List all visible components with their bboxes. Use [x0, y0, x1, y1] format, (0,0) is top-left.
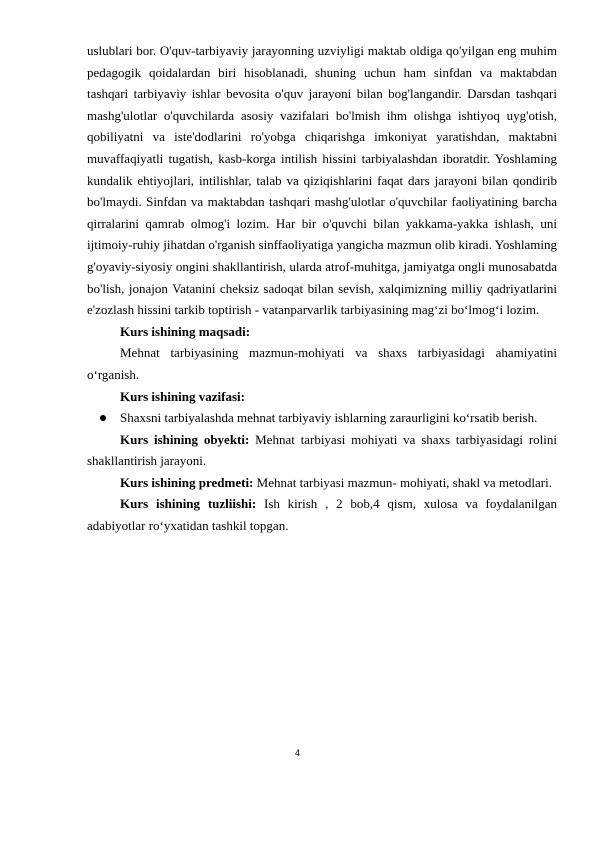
structure-paragraph: [87, 493, 557, 536]
object-paragraph: [87, 429, 557, 472]
task-item-text: Shaxsni tarbiyalashda mehnat tarbiyaviy ishlarning zaraurligini ko‘rsatib berish.: [120, 410, 538, 426]
object-text: Mehnat tarbiyasi mohiyati va shaxs tarbiyasidagi rolini shakllantirish jarayoni.: [87, 431, 557, 469]
goal-heading: Kurs ishining maqsadi:: [120, 323, 251, 339]
object-label: Kurs ishining obyekti:: [120, 431, 250, 447]
subject-text: Mehnat tarbiyasi mazmun- mohiyati, shakl va metodlari.: [253, 474, 552, 490]
body-paragraph: uslublari bor. O'quv-tarbiyaviy jarayonning uzviyligi maktab oldiga qo'yilgan eng muhim pedagogik qoidalardan biri hisoblanadi, shuning uchun ham sinfdan va maktabdan tashqari tarbiyaviy ishlar bevosita o'quv jarayoni bilan bog'langandir. Darsdan tashqari mashg'ulotlar o'quvchilarda asosiy vazifalari bo'lmish ihm olishga ishtiyoq uyg'otish, qobiliyatni va iste'dodlarini ro'yobga chiqarishga imkoniyat yaratishdan, maktabni muvaffaqiyatli tugatish, kasb-korga intilish hissini tarbiyalashdan iboratdir. Yoshlaming kundalik ehtiyojlari, intilishlar, talab va qiziqishlarini faqat dars jarayoni bilan qondirib bo'lmaydi. Sinfdan va maktabdan tashqari mashg'ulotlar o'quvchilar faoliyatining barcha qirralarini qamrab olmog'i lozim. Har bir o'quvchi bilan yakkama-yakka ishlash, uni ijtimoiy-ruhiy jihatdan o'rganish sinffaoliyatiga yangicha mazmun olib kiradi. Yoshlaming g'oyaviy-siyosiy ongini shakllantirish, ularda atrof-muhitga, jamiyatga ongli munosabatda bo'lish, jonajon Vatanini cheksiz sadoqat bilan sevish, xalqimizning milliy qadriyatlarini e'zozlash hissini tarkib toptirish - vatanparvarlik tarbiyasining mag‘zi bo‘lmog‘i lozim.: [87, 43, 557, 318]
task-list-item: [87, 407, 557, 429]
page-number: 4: [294, 748, 300, 758]
document-page: [87, 40, 557, 537]
goal-text: Mehnat tarbiyasining mazmun-mohiyati va shaxs tarbiyasidagi ahamiyatini o‘rganish.: [87, 345, 557, 382]
bullet-icon: [100, 415, 106, 421]
subject-paragraph: [87, 472, 557, 494]
structure-label: Kurs ishining tuzliishi:: [120, 496, 257, 512]
tasks-heading: Kurs ishining vazifasi:: [120, 388, 245, 404]
subject-label: Kurs ishining predmeti:: [120, 474, 254, 490]
structure-text: Ish kirish , 2 bob,4 qism, xulosa va foydalanilgan adabiyotlar ro‘yxatidan tashkil topgan.: [87, 496, 557, 534]
